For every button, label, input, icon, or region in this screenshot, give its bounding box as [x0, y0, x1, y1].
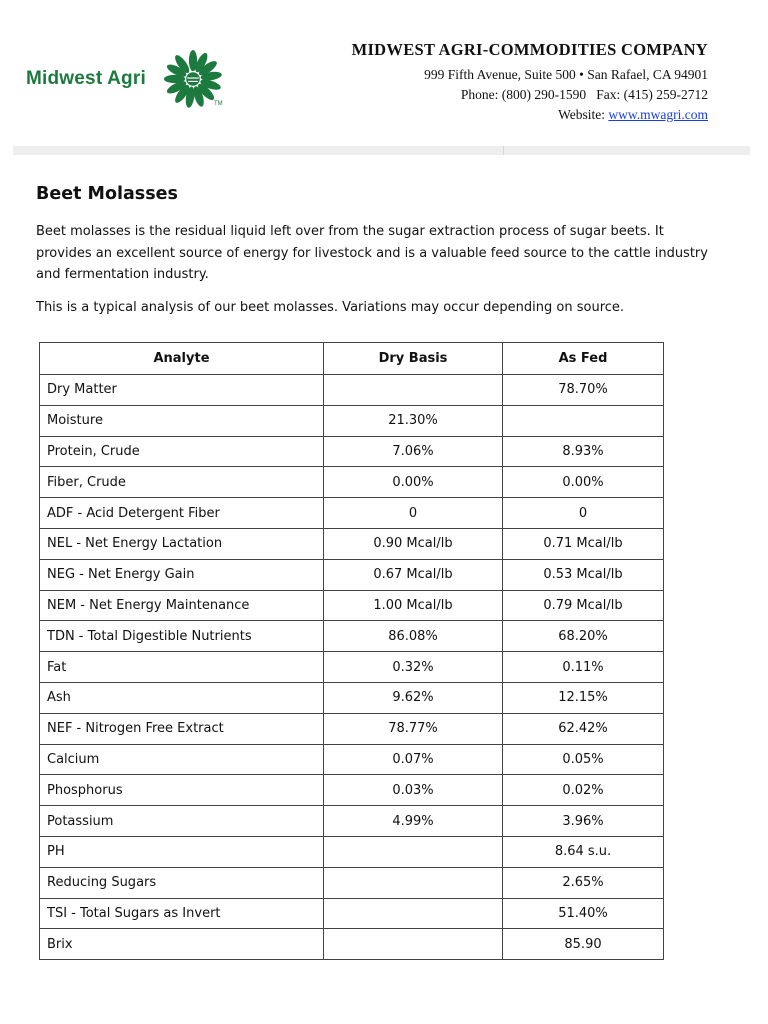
as-fed-cell: 62.42%: [503, 713, 664, 744]
as-fed-cell: 0.53 Mcal/lb: [503, 559, 664, 590]
analyte-cell: ADF - Acid Detergent Fiber: [40, 498, 324, 529]
company-logo: [26, 44, 236, 114]
table-row: [40, 375, 664, 406]
table-row: [40, 929, 664, 960]
as-fed-cell: 0: [503, 498, 664, 529]
analyte-cell: NEL - Net Energy Lactation: [40, 528, 324, 559]
document-title: Beet Molasses: [36, 184, 178, 204]
description-paragraph: Beet molasses is the residual liquid left over from the sugar extraction process of sugar beets. It provides an excellent source of energy for livestock and is a valuable feed source to the cattle industry and fermentation industry.: [36, 224, 708, 282]
as-fed-cell: 0.02%: [503, 775, 664, 806]
as-fed-cell: 0.79 Mcal/lb: [503, 590, 664, 621]
table-row: [40, 528, 664, 559]
as-fed-cell: 8.93%: [503, 436, 664, 467]
dry-basis-cell: 4.99%: [324, 806, 503, 837]
analysis-note-paragraph: This is a typical analysis of our beet molasses. Variations may occur depending on source.: [36, 300, 625, 315]
analyte-cell: Potassium: [40, 806, 324, 837]
dry-basis-cell: 0.90 Mcal/lb: [324, 528, 503, 559]
table-row: [40, 436, 664, 467]
analyte-cell: Ash: [40, 682, 324, 713]
table-header-row: [40, 343, 664, 375]
analyte-cell: NEG - Net Energy Gain: [40, 559, 324, 590]
analyte-cell: Moisture: [40, 405, 324, 436]
as-fed-cell: 2.65%: [503, 867, 664, 898]
as-fed-cell: 0.00%: [503, 467, 664, 498]
as-fed-cell: 85.90: [503, 929, 664, 960]
table-row: [40, 898, 664, 929]
website-label: Website:: [558, 107, 606, 122]
dry-basis-cell: 78.77%: [324, 713, 503, 744]
table-row: [40, 744, 664, 775]
as-fed-cell: 68.20%: [503, 621, 664, 652]
table-row: [40, 621, 664, 652]
as-fed-cell: [503, 405, 664, 436]
analyte-cell: NEF - Nitrogen Free Extract: [40, 713, 324, 744]
table-row: [40, 682, 664, 713]
header-as-fed: As Fed: [503, 343, 664, 375]
dry-basis-cell: 7.06%: [324, 436, 503, 467]
analyte-cell: Dry Matter: [40, 375, 324, 406]
company-phone-fax: Phone: (800) 290-1590 Fax: (415) 259-2712: [460, 87, 708, 102]
as-fed-cell: 78.70%: [503, 375, 664, 406]
company-name: MIDWEST AGRI-COMMODITIES COMPANY: [351, 40, 708, 59]
trademark-mark: TM: [214, 101, 223, 107]
company-address: 999 Fifth Avenue, Suite 500 • San Rafael, CA 94901: [424, 67, 708, 82]
analyte-cell: PH: [40, 836, 324, 867]
dry-basis-cell: 86.08%: [324, 621, 503, 652]
dry-basis-cell: 1.00 Mcal/lb: [324, 590, 503, 621]
analyte-cell: Fat: [40, 652, 324, 683]
table-row: [40, 713, 664, 744]
company-website-line: [352, 105, 708, 125]
dry-basis-cell: [324, 375, 503, 406]
analyte-cell: Fiber, Crude: [40, 467, 324, 498]
logo-wordmark: Midwest Agri: [26, 68, 146, 89]
analyte-cell: Calcium: [40, 744, 324, 775]
as-fed-cell: 0.11%: [503, 652, 664, 683]
dry-basis-cell: [324, 836, 503, 867]
table-body: [40, 375, 664, 960]
dry-basis-cell: 0.07%: [324, 744, 503, 775]
table-row: [40, 806, 664, 837]
analyte-cell: Phosphorus: [40, 775, 324, 806]
analysis-table: [39, 342, 664, 960]
analyte-cell: TDN - Total Digestible Nutrients: [40, 621, 324, 652]
table-row: [40, 590, 664, 621]
table-row: [40, 467, 664, 498]
analyte-cell: NEM - Net Energy Maintenance: [40, 590, 324, 621]
table-row: [40, 775, 664, 806]
table-row: [40, 652, 664, 683]
header-analyte: Analyte: [40, 343, 324, 375]
as-fed-cell: 0.71 Mcal/lb: [503, 528, 664, 559]
dry-basis-cell: 0.03%: [324, 775, 503, 806]
as-fed-cell: 3.96%: [503, 806, 664, 837]
dry-basis-cell: 9.62%: [324, 682, 503, 713]
table-row: [40, 836, 664, 867]
dry-basis-cell: 0.67 Mcal/lb: [324, 559, 503, 590]
as-fed-cell: 0.05%: [503, 744, 664, 775]
dry-basis-cell: 0.00%: [324, 467, 503, 498]
table-row: [40, 405, 664, 436]
analyte-cell: TSI - Total Sugars as Invert: [40, 898, 324, 929]
header-divider: [13, 146, 750, 155]
table-row: [40, 498, 664, 529]
header-dry-basis: Dry Basis: [324, 343, 503, 375]
table-row: [40, 867, 664, 898]
dry-basis-cell: [324, 867, 503, 898]
dry-basis-cell: 21.30%: [324, 405, 503, 436]
as-fed-cell: 12.15%: [503, 682, 664, 713]
analyte-cell: Reducing Sugars: [40, 867, 324, 898]
analyte-cell: Protein, Crude: [40, 436, 324, 467]
dry-basis-cell: [324, 898, 503, 929]
analyte-cell: Brix: [40, 929, 324, 960]
as-fed-cell: 51.40%: [503, 898, 664, 929]
divider-notch: [503, 146, 504, 155]
dry-basis-cell: 0: [324, 498, 503, 529]
website-link[interactable]: www.mwagri.com: [608, 107, 708, 122]
table-row: [40, 559, 664, 590]
company-header: [352, 40, 708, 125]
dry-basis-cell: 0.32%: [324, 652, 503, 683]
as-fed-cell: 8.64 s.u.: [503, 836, 664, 867]
dry-basis-cell: [324, 929, 503, 960]
